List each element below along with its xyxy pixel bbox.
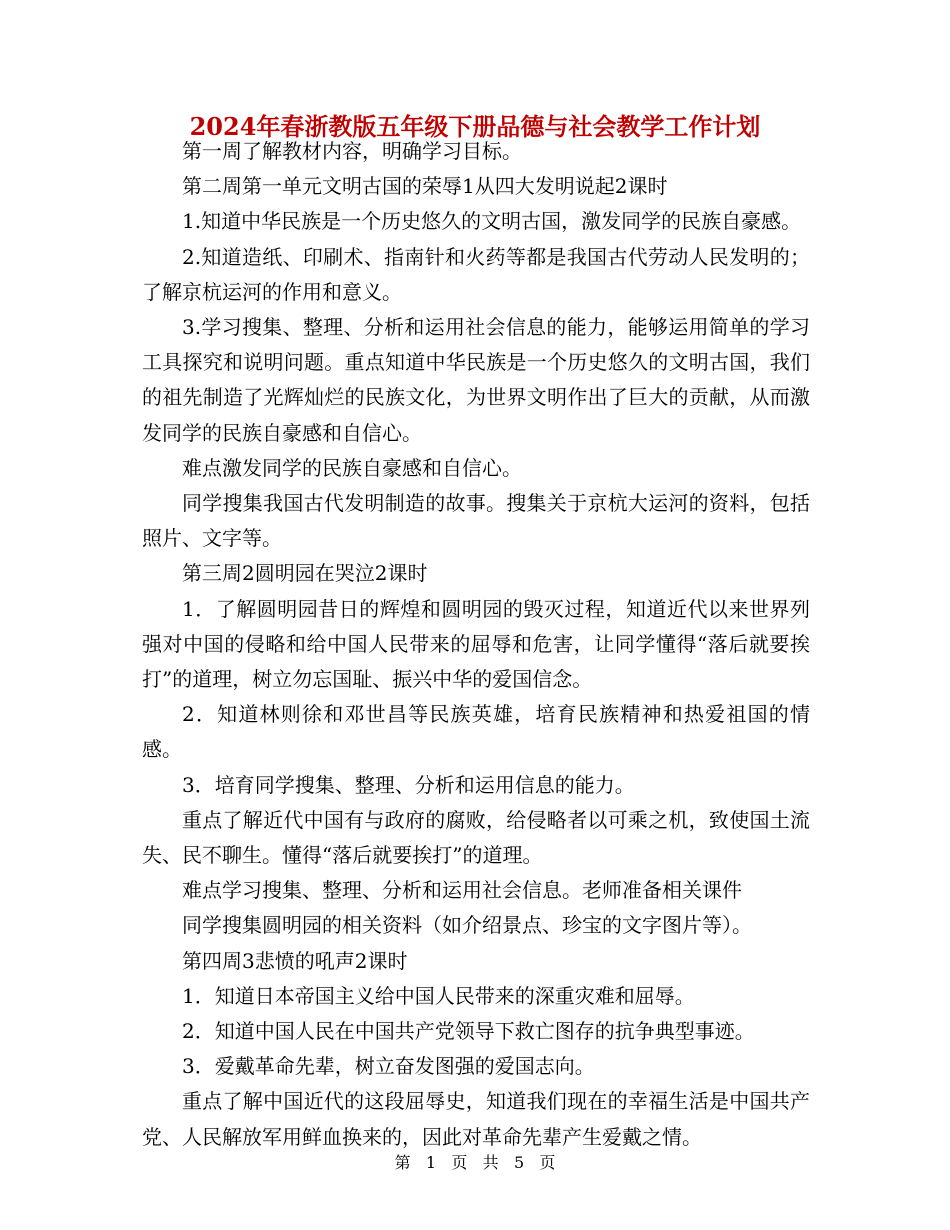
footer-total-pages: 5 [513,1153,525,1172]
paragraph: 同学搜集圆明园的相关资料（如介绍景点、珍宝的文字图片等）。 [182,913,752,938]
paragraph: 2.知道造纸、印刷术、指南针和火药等都是我国古代劳动人民发明的；了解京杭运河的作用和意义。 [142,244,810,304]
paragraph: 2．知道中国人民在中国共产党领导下救亡图存的抗争典型事迹。 [182,1019,755,1044]
paragraph: 3.学习搜集、整理、分析和运用社会信息的能力，能够运用简单的学习工具探究和说明问题。重点知道中华民族是一个历史悠久的文明古国，我们的祖先制造了光辉灿烂的民族文化，为世界文明作出了巨大的贡献，从而激发同学的民族自豪感和自信心。 [142,315,810,445]
document-title: 2024年春浙教版五年级下册品德与社会教学工作计划 [189,112,761,141]
paragraph: 1．知道日本帝国主义给中国人民带来的深重灾难和屈辱。 [182,983,695,1008]
footer-label-unit-end: 页 [539,1153,556,1172]
paragraph: 重点了解中国近代的这段屈辱史，知道我们现在的幸福生活是中国共产党、人民解放军用鲜血换来的，因此对革命先辈产生爱戴之情。 [142,1089,810,1149]
paragraph: 第二周第一单元文明古国的荣辱1从四大发明说起2课时 [182,174,668,199]
paragraph: 第一周了解教材内容，明确学习目标。 [182,139,522,163]
paragraph: 难点激发同学的民族自豪感和自信心。 [182,455,522,480]
footer-label-total: 共 [482,1153,499,1172]
paragraph: 同学搜集我国古代发明制造的故事。搜集关于京杭大运河的资料，包括照片、文字等。 [142,491,810,551]
paragraph: 2．知道林则徐和邓世昌等民族英雄，培育民族精神和热爱祖国的情感。 [142,702,810,762]
footer-label-unit: 页 [451,1153,468,1172]
paragraph: 1．了解圆明园昔日的辉煌和圆明园的毁灭过程，知道近代以来世界列强对中国的侵略和给中国人民带来的屈辱和危害，让同学懂得“落后就要挨打”的道理，树立勿忘国耻、振兴中华的爱国信念。 [142,596,810,692]
paragraph: 3．爱戴革命先辈，树立奋发图强的爱国志向。 [182,1054,595,1079]
paragraph: 重点了解近代中国有与政府的腐败，给侵略者以可乘之机，致使国土流失、民不聊生。懂得“落后就要挨打”的道理。 [142,807,810,868]
paragraph: 难点学习搜集、整理、分析和运用社会信息。老师准备相关课件 [182,878,742,903]
footer-current-page: 1 [425,1153,437,1172]
footer-label-page: 第 [394,1153,411,1172]
page-footer [0,1152,950,1174]
paragraph: 第三周2圆明园在哭泣2课时 [182,561,428,586]
paragraph: 第四周3悲愤的吼声2课时 [182,948,408,973]
paragraph: 3．培育同学搜集、整理、分析和运用信息的能力。 [182,772,635,797]
paragraph: 1.知道中华民族是一个历史悠久的文明古国，激发同学的民族自豪感。 [182,209,802,234]
document-body [142,134,810,1155]
